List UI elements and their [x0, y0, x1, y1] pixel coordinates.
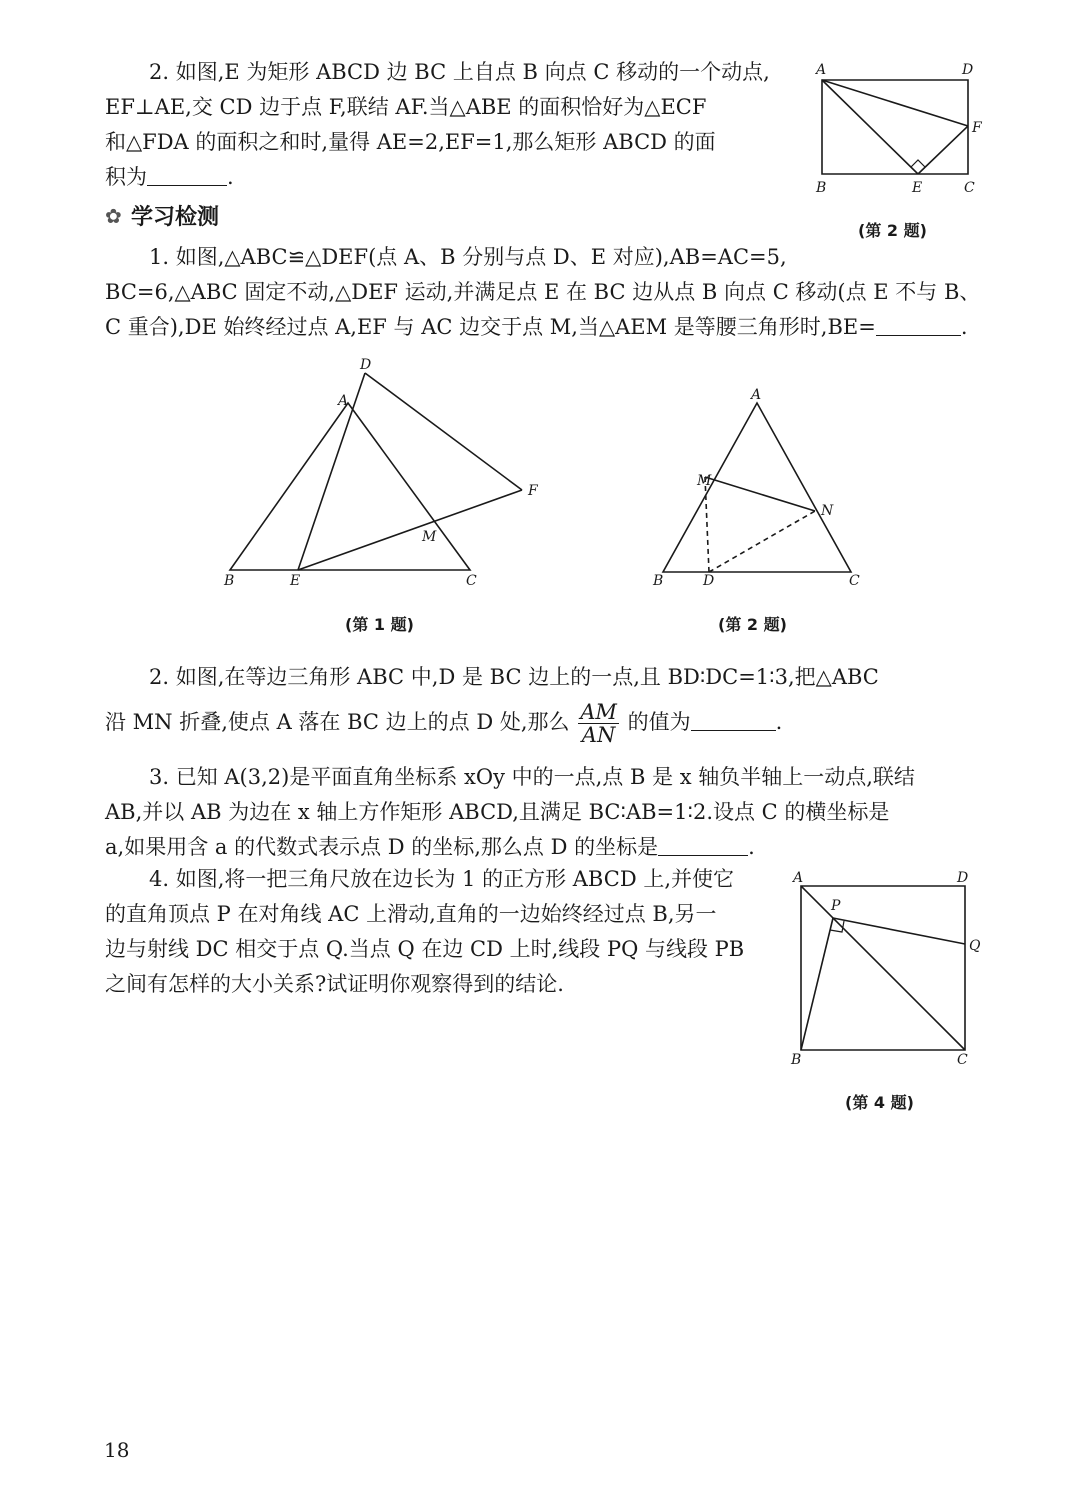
fig-label-d: D — [962, 62, 974, 78]
star-icon: ✿ — [105, 203, 122, 228]
problem-2-prev-line-1: 2. 如图,E 为矩形 ABCD 边 BC 上自点 B 向点 C 移动的一个动点, — [149, 60, 770, 84]
problem-4-line-4: 之间有怎样的大小关系?试证明你观察得到的结论. — [105, 972, 564, 996]
fig-label-d: D — [957, 870, 969, 886]
fraction-am-an — [578, 701, 619, 746]
problem-2-line-1: 2. 如图,在等边三角形 ABC 中,D 是 BC 边上的一点,且 BD∶DC=1∶3,把△ABC — [149, 665, 879, 689]
fig-label-b: B — [816, 180, 827, 196]
problem-2-line-2-post: 的值为 — [627, 710, 691, 734]
fig-label-d: D — [360, 357, 372, 373]
section-heading — [105, 200, 219, 231]
fig-label-c: C — [466, 573, 477, 589]
page-number: 18 — [104, 1438, 130, 1462]
problem-4 — [105, 862, 785, 1002]
problem-4-line-1: 4. 如图,将一把三角尺放在边长为 1 的正方形 ABCD 上,并使它 — [149, 867, 735, 891]
answer-blank[interactable] — [147, 163, 227, 186]
problem-2-prev-line-2: EF⊥AE,交 CD 边于点 F,联结 AF.当△ABE 的面积恰好为△ECF — [105, 95, 707, 119]
problem-1-line-3: C 重合),DE 始终经过点 A,EF 与 AC 边交于点 M,当△AEM 是等腰三角形时,BE= — [105, 315, 876, 339]
problem-2-prev-line-4: 积为 — [105, 165, 147, 189]
answer-blank[interactable] — [691, 708, 776, 731]
fig-label-a: A — [793, 870, 804, 886]
problem-1-end: . — [960, 315, 968, 339]
fig-label-b: B — [791, 1052, 802, 1068]
problem-1-line-1: 1. 如图,△ABC≌△DEF(点 A、B 分别与点 D、E 对应),AB=AC=5, — [149, 245, 787, 269]
figure-problem-4 — [785, 870, 985, 1070]
problem-2-end: . — [775, 710, 783, 734]
problem-3-line-2: AB,并以 AB 为边在 x 轴上方作矩形 ABCD,且满足 BC∶AB=1∶2.设点 C 的横坐标是 — [105, 800, 890, 824]
fraction-numerator: AM — [580, 700, 617, 724]
fig-label-b: B — [224, 573, 235, 589]
section-title: 学习检测 — [131, 205, 220, 230]
fig-label-m: M — [422, 529, 437, 545]
fig-label-e: E — [290, 573, 301, 589]
problem-3-line-1: 3. 已知 A(3,2)是平面直角坐标系 xOy 中的一点,点 B 是 x 轴负半轴上一动点,联结 — [149, 765, 915, 789]
fig-label-a: A — [751, 387, 762, 403]
problem-2-line-2-pre: 沿 MN 折叠,使点 A 落在 BC 边上的点 D 处,那么 — [105, 710, 570, 734]
fig-label-c: C — [849, 573, 860, 589]
problem-4-line-2: 的直角顶点 P 在对角线 AC 上滑动,直角的一边始终经过点 B,另一 — [105, 902, 717, 926]
fig-label-m: M — [697, 473, 712, 489]
figure-problem-2 — [645, 385, 875, 595]
fig-label-e: E — [912, 180, 923, 196]
figure-problem-1 — [210, 355, 550, 595]
problem-3 — [105, 760, 985, 865]
caption-fig-4: (第 4 题) — [845, 1093, 914, 1112]
fig-label-c: C — [964, 180, 975, 196]
caption-prev-fig-2: (第 2 题) — [858, 221, 927, 240]
problem-3-line-3: a,如果用含 a 的代数式表示点 D 的坐标,那么点 D 的坐标是 — [105, 835, 659, 859]
caption-fig-1: (第 1 题) — [345, 615, 414, 634]
problem-3-end: . — [748, 835, 755, 859]
caption-fig-2: (第 2 题) — [718, 615, 787, 634]
problem-2-prev-line-3: 和△FDA 的面积之和时,量得 AE=2,EF=1,那么矩形 ABCD 的面 — [105, 130, 716, 154]
figure-rectangle-abcd — [810, 60, 990, 200]
problem-4-line-3: 边与射线 DC 相交于点 Q.当点 Q 在边 CD 上时,线段 PQ 与线段 PB — [105, 937, 745, 961]
fig-label-q: Q — [969, 938, 981, 954]
fig-label-c: C — [957, 1052, 968, 1068]
problem-2 — [105, 660, 985, 746]
fig-label-f: F — [972, 120, 982, 136]
fig-label-d: D — [703, 573, 715, 589]
problem-1-line-2: BC=6,△ABC 固定不动,△DEF 运动,并满足点 E 在 BC 边从点 B 向点 C 移动(点 E 不与 B、 — [105, 280, 981, 304]
answer-blank[interactable] — [658, 833, 748, 856]
problem-1 — [105, 240, 985, 345]
fig-label-a: A — [816, 62, 827, 78]
fraction-denominator: AN — [581, 723, 616, 747]
fig-label-n: N — [821, 503, 834, 519]
fig-label-p: P — [831, 898, 841, 914]
fig-label-a: A — [338, 393, 349, 409]
fig-label-b: B — [653, 573, 664, 589]
fig-label-f: F — [528, 483, 538, 499]
problem-2-prev-end: . — [227, 165, 234, 189]
problem-2-prev — [105, 55, 795, 195]
answer-blank[interactable] — [876, 313, 961, 336]
